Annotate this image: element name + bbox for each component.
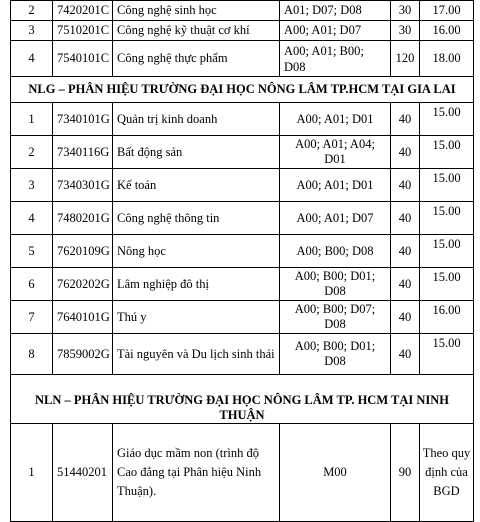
row-index: 3 xyxy=(11,169,53,202)
quota: 40 xyxy=(391,334,420,375)
major-name: Kế toán xyxy=(113,169,280,202)
major-code: 7859002G xyxy=(53,334,113,375)
score: 15.00 xyxy=(420,334,474,375)
row-index: 4 xyxy=(11,202,53,235)
major-name: Giáo dục mầm non (trình độ Cao đẳng tại Phân hiệu Ninh Thuận). xyxy=(113,423,280,521)
major-name: Nông học xyxy=(113,235,280,268)
row-index: 3 xyxy=(11,21,53,41)
section-title-nlg: NLG – PHÂN HIỆU TRƯỜNG ĐẠI HỌC NÔNG LÂM TP.HCM TẠI GIA LAI xyxy=(11,77,474,103)
table-row xyxy=(11,268,474,301)
major-name: Tài nguyên và Du lịch sinh thái xyxy=(113,334,280,375)
quota: 30 xyxy=(391,1,420,21)
table-row xyxy=(11,169,474,202)
quota: 40 xyxy=(391,301,420,334)
quota: 40 xyxy=(391,136,420,169)
score: 18.00 xyxy=(420,41,474,77)
major-name: Lâm nghiệp đô thị xyxy=(113,268,280,301)
score: 15.00 xyxy=(420,136,474,169)
major-name: Công nghệ thực phẩm xyxy=(113,41,280,77)
major-code: 7340101G xyxy=(53,103,113,136)
quota: 40 xyxy=(391,235,420,268)
subject-combination: A00; B00; D01; D08 xyxy=(280,334,391,375)
row-index: 7 xyxy=(11,301,53,334)
score: 16.00 xyxy=(420,21,474,41)
major-code: 7340301G xyxy=(53,169,113,202)
score: 15.00 xyxy=(420,103,474,136)
table-row xyxy=(11,235,474,268)
quota: 30 xyxy=(391,21,420,41)
major-code: 7340116G xyxy=(53,136,113,169)
empty-cell xyxy=(11,375,474,393)
row-index: 2 xyxy=(11,136,53,169)
row-index: 5 xyxy=(11,235,53,268)
subject-combination: A01; D07; D08 xyxy=(280,1,391,21)
major-code: 7540101C xyxy=(53,41,113,77)
subject-combination: A00; A01; D01 xyxy=(280,103,391,136)
table-row xyxy=(11,41,474,77)
subject-combination: A00; A01; D07 xyxy=(280,21,391,41)
subject-combination: A00; A01; D01 xyxy=(280,169,391,202)
subject-combination: A00; A01; D07 xyxy=(280,202,391,235)
major-code: 7620202G xyxy=(53,268,113,301)
score: 15.00 xyxy=(420,169,474,202)
section-header-row xyxy=(11,393,474,424)
section-title-nln: NLN – PHÂN HIỆU TRƯỜNG ĐẠI HỌC NÔNG LÂM TP. HCM TẠI NINH THUẬN xyxy=(11,393,474,424)
major-code: 7510201C xyxy=(53,21,113,41)
row-index: 8 xyxy=(11,334,53,375)
admission-score-table xyxy=(10,0,474,522)
quota: 40 xyxy=(391,268,420,301)
quota: 90 xyxy=(391,423,420,521)
major-code: 7620109G xyxy=(53,235,113,268)
subject-combination: A00; B00; D07; D08 xyxy=(280,301,391,334)
score: 15.00 xyxy=(420,235,474,268)
major-name: Công nghệ thông tin xyxy=(113,202,280,235)
table-row xyxy=(11,301,474,334)
table-row xyxy=(11,136,474,169)
score: 15.00 xyxy=(420,202,474,235)
quota: 40 xyxy=(391,103,420,136)
score: 15.00 xyxy=(420,268,474,301)
row-index: 6 xyxy=(11,268,53,301)
quota: 40 xyxy=(391,169,420,202)
table-row xyxy=(11,21,474,41)
table-row xyxy=(11,1,474,21)
subject-combination: A00; B00; D01; D08 xyxy=(280,268,391,301)
subject-combination: A00; A01; B00; D08 xyxy=(280,41,391,77)
row-index: 1 xyxy=(11,103,53,136)
row-index: 2 xyxy=(11,1,53,21)
quota: 120 xyxy=(391,41,420,77)
subject-combination: A00; A01; A04; D01 xyxy=(280,136,391,169)
subject-combination: M00 xyxy=(280,423,391,521)
major-name: Bất động sản xyxy=(113,136,280,169)
empty-row xyxy=(11,375,474,393)
major-code: 7420201C xyxy=(53,1,113,21)
table-row xyxy=(11,334,474,375)
major-code: 51440201 xyxy=(53,423,113,521)
major-code: 7480201G xyxy=(53,202,113,235)
major-name: Công nghệ kỹ thuật cơ khí xyxy=(113,21,280,41)
quota: 40 xyxy=(391,202,420,235)
table-row xyxy=(11,202,474,235)
score: 17.00 xyxy=(420,1,474,21)
major-code: 7640101G xyxy=(53,301,113,334)
major-name: Công nghệ sinh học xyxy=(113,1,280,21)
row-index: 4 xyxy=(11,41,53,77)
score: 16.00 xyxy=(420,301,474,334)
table-row xyxy=(11,103,474,136)
subject-combination: A00; B00; D08 xyxy=(280,235,391,268)
major-name: Thú y xyxy=(113,301,280,334)
row-index: 1 xyxy=(11,423,53,521)
table-row xyxy=(11,423,474,521)
major-name: Quản trị kinh doanh xyxy=(113,103,280,136)
section-header-row xyxy=(11,77,474,103)
score-note: Theo quy định của BGD xyxy=(420,423,474,521)
